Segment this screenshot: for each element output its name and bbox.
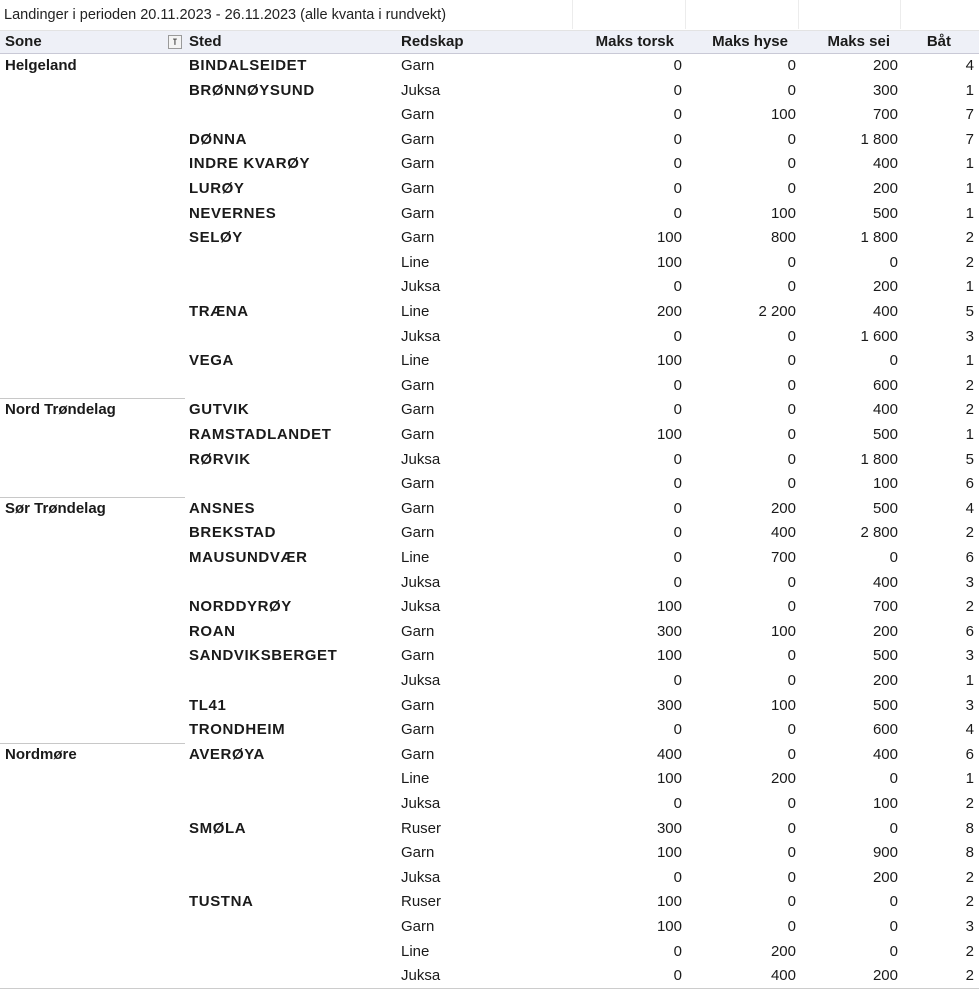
gear-label: Garn <box>401 696 435 714</box>
value-hyse: 100 <box>770 622 796 640</box>
zone-label: Sør Trøndelag <box>5 499 106 517</box>
value-hyse: 2 200 <box>758 303 796 320</box>
title-row <box>0 0 979 31</box>
place-label: SELØY <box>189 229 243 247</box>
value-sei: 600 <box>872 721 898 739</box>
value-bat: 2 <box>965 253 974 271</box>
value-sei: 500 <box>872 426 898 443</box>
value-bat: 1 <box>965 81 974 99</box>
gear-label: Garn <box>401 229 435 247</box>
gear-label: Garn <box>401 57 435 74</box>
value-bat: 3 <box>965 918 974 935</box>
place-label: TUSTNA <box>189 893 254 911</box>
value-hyse: 0 <box>787 721 796 739</box>
place-label: DØNNA <box>189 130 247 148</box>
place-label: GUTVIK <box>189 401 250 419</box>
value-hyse: 200 <box>770 499 796 517</box>
value-torsk: 0 <box>673 672 682 689</box>
table-row[interactable] <box>0 743 979 768</box>
place-label: BREKSTAD <box>189 524 277 542</box>
gear-label: Garn <box>401 647 435 665</box>
table-row[interactable] <box>0 694 979 719</box>
value-bat: 2 <box>965 893 974 911</box>
place-label: NORDDYRØY <box>189 598 292 616</box>
value-hyse: 0 <box>787 868 796 886</box>
value-hyse: 0 <box>787 401 796 419</box>
value-bat: 8 <box>965 844 974 862</box>
table-row[interactable] <box>0 177 979 202</box>
value-torsk: 300 <box>656 622 682 640</box>
value-bat: 1 <box>965 352 974 370</box>
report-title: Landinger i perioden 20.11.2023 - 26.11.2023 (alle kvanta i rundvekt) <box>4 7 447 23</box>
value-bat: 2 <box>965 942 974 960</box>
gear-label: Garn <box>401 426 435 443</box>
gear-label: Garn <box>401 376 435 394</box>
value-hyse: 0 <box>787 598 796 616</box>
table-row[interactable] <box>0 915 979 940</box>
value-hyse: 0 <box>787 647 796 665</box>
value-sei: 500 <box>872 499 898 517</box>
cell-separator <box>685 0 686 29</box>
place-label: NEVERNES <box>189 204 277 222</box>
value-hyse: 100 <box>770 696 796 714</box>
value-torsk: 0 <box>673 376 682 394</box>
value-sei: 300 <box>872 81 898 99</box>
gear-label: Juksa <box>401 573 441 591</box>
table-row[interactable] <box>0 866 979 891</box>
value-hyse: 0 <box>787 918 796 935</box>
value-bat: 3 <box>965 327 974 345</box>
value-sei: 0 <box>889 770 898 788</box>
value-sei: 0 <box>889 549 898 566</box>
table-row[interactable] <box>0 890 979 915</box>
value-hyse: 400 <box>770 967 796 985</box>
gear-label: Garn <box>401 499 435 517</box>
header-sone[interactable]: Sone <box>5 33 42 50</box>
value-torsk: 0 <box>673 401 682 419</box>
gear-label: Line <box>401 352 430 370</box>
gear-label: Garn <box>401 401 435 419</box>
table-row[interactable] <box>0 54 979 79</box>
value-hyse: 0 <box>787 352 796 370</box>
value-sei: 1 800 <box>860 229 898 247</box>
header-row <box>0 31 979 54</box>
place-label: VEGA <box>189 352 234 370</box>
value-bat: 3 <box>965 647 974 665</box>
value-bat: 2 <box>965 795 974 812</box>
value-sei: 200 <box>872 672 898 689</box>
place-label: RAMSTADLANDET <box>189 426 332 443</box>
table-row[interactable] <box>0 767 979 792</box>
value-torsk: 0 <box>673 721 682 739</box>
zone-label: Nordmøre <box>5 745 77 763</box>
value-bat: 4 <box>965 499 974 517</box>
gear-label: Ruser <box>401 819 442 837</box>
gear-label: Juksa <box>401 81 441 99</box>
value-torsk: 0 <box>673 106 682 124</box>
value-sei: 200 <box>872 967 898 985</box>
value-bat: 6 <box>965 549 974 566</box>
value-hyse: 0 <box>787 475 796 493</box>
value-bat: 6 <box>965 475 974 493</box>
value-torsk: 0 <box>673 795 682 812</box>
value-sei: 400 <box>872 573 898 591</box>
value-sei: 100 <box>872 475 898 493</box>
value-bat: 4 <box>965 57 974 74</box>
value-sei: 200 <box>872 278 898 296</box>
gear-label: Garn <box>401 622 435 640</box>
value-torsk: 0 <box>673 180 682 197</box>
gear-label: Line <box>401 770 430 788</box>
gear-label: Juksa <box>401 278 441 296</box>
value-sei: 200 <box>872 868 898 886</box>
place-label: RØRVIK <box>189 450 251 468</box>
gear-label: Garn <box>401 844 435 862</box>
value-bat: 2 <box>965 524 974 542</box>
place-label: BINDALSEIDET <box>189 57 308 74</box>
table-row[interactable] <box>0 300 979 325</box>
value-sei: 400 <box>872 401 898 419</box>
value-bat: 5 <box>965 303 974 320</box>
value-hyse: 200 <box>770 770 796 788</box>
value-sei: 600 <box>872 376 898 394</box>
table-row[interactable] <box>0 521 979 546</box>
gear-label: Line <box>401 253 430 271</box>
value-hyse: 0 <box>787 672 796 689</box>
value-torsk: 100 <box>656 229 682 247</box>
value-torsk: 100 <box>656 426 682 443</box>
table-row[interactable] <box>0 398 979 423</box>
gear-label: Garn <box>401 204 435 222</box>
value-torsk: 100 <box>656 647 682 665</box>
gear-label: Ruser <box>401 893 442 911</box>
value-hyse: 0 <box>787 844 796 862</box>
gear-label: Garn <box>401 524 435 542</box>
value-hyse: 0 <box>787 130 796 148</box>
table-row[interactable] <box>0 940 979 965</box>
value-torsk: 100 <box>656 844 682 862</box>
value-sei: 700 <box>872 106 898 124</box>
table-row[interactable] <box>0 251 979 276</box>
value-hyse: 0 <box>787 253 796 271</box>
value-torsk: 0 <box>673 475 682 493</box>
zone-divider <box>0 497 185 498</box>
place-label: SMØLA <box>189 819 247 837</box>
gear-label: Garn <box>401 155 435 173</box>
value-torsk: 0 <box>673 524 682 542</box>
value-torsk: 0 <box>673 573 682 591</box>
value-sei: 500 <box>872 647 898 665</box>
gear-label: Juksa <box>401 598 441 616</box>
place-label: BRØNNØYSUND <box>189 81 315 99</box>
place-label: TRONDHEIM <box>189 721 286 739</box>
table-row[interactable] <box>0 620 979 645</box>
value-bat: 7 <box>965 130 974 148</box>
value-bat: 2 <box>965 376 974 394</box>
header-bat[interactable]: Båt <box>926 33 951 50</box>
value-torsk: 0 <box>673 155 682 173</box>
value-sei: 1 800 <box>860 450 898 468</box>
value-sei: 200 <box>872 622 898 640</box>
value-bat: 2 <box>965 229 974 247</box>
table-row[interactable] <box>0 152 979 177</box>
value-bat: 3 <box>965 573 974 591</box>
value-torsk: 0 <box>673 450 682 468</box>
table-row[interactable] <box>0 202 979 227</box>
value-hyse: 700 <box>770 549 796 566</box>
value-bat: 1 <box>965 278 974 296</box>
value-sei: 500 <box>872 696 898 714</box>
value-sei: 0 <box>889 942 898 960</box>
gear-label: Garn <box>401 475 435 493</box>
place-label: SANDVIKSBERGET <box>189 647 338 665</box>
place-label: AVERØYA <box>189 745 265 763</box>
value-torsk: 100 <box>656 770 682 788</box>
value-sei: 100 <box>872 795 898 812</box>
value-sei: 0 <box>889 918 898 935</box>
value-bat: 3 <box>965 696 974 714</box>
value-sei: 0 <box>889 253 898 271</box>
value-hyse: 0 <box>787 795 796 812</box>
gear-label: Garn <box>401 130 435 148</box>
gear-label: Line <box>401 942 430 960</box>
value-hyse: 0 <box>787 327 796 345</box>
place-label: TRÆNA <box>189 303 249 320</box>
table-row[interactable] <box>0 669 979 694</box>
gear-label: Juksa <box>401 967 441 985</box>
value-hyse: 100 <box>770 106 796 124</box>
value-sei: 0 <box>889 893 898 911</box>
header-maks-hyse[interactable]: Maks hyse <box>712 33 788 50</box>
value-torsk: 0 <box>673 868 682 886</box>
gear-label: Garn <box>401 745 435 763</box>
value-torsk: 200 <box>656 303 682 320</box>
gear-label: Garn <box>401 106 435 124</box>
table-row[interactable] <box>0 595 979 620</box>
value-torsk: 0 <box>673 204 682 222</box>
value-torsk: 100 <box>656 598 682 616</box>
gear-label: Juksa <box>401 327 441 345</box>
header-maks-sei[interactable]: Maks sei <box>827 33 890 50</box>
place-label: ANSNES <box>189 499 256 517</box>
value-torsk: 100 <box>656 253 682 271</box>
place-label: TL41 <box>189 696 227 714</box>
table-row[interactable] <box>0 497 979 522</box>
table-row[interactable] <box>0 448 979 473</box>
value-bat: 7 <box>965 106 974 124</box>
filter-icon[interactable]: ⊺ <box>168 35 182 49</box>
value-torsk: 300 <box>656 696 682 714</box>
table-row[interactable] <box>0 423 979 448</box>
value-torsk: 0 <box>673 549 682 566</box>
gear-label: Juksa <box>401 672 441 689</box>
value-sei: 1 800 <box>860 130 898 148</box>
value-torsk: 0 <box>673 942 682 960</box>
value-torsk: 0 <box>673 57 682 74</box>
value-sei: 700 <box>872 598 898 616</box>
gear-label: Juksa <box>401 795 441 812</box>
value-bat: 2 <box>965 868 974 886</box>
table-row[interactable] <box>0 841 979 866</box>
value-bat: 6 <box>965 745 974 763</box>
value-hyse: 0 <box>787 376 796 394</box>
value-torsk: 100 <box>656 352 682 370</box>
zone-divider <box>0 398 185 399</box>
gear-label: Garn <box>401 180 435 197</box>
header-redskap[interactable]: Redskap <box>401 33 464 50</box>
value-bat: 1 <box>965 426 974 443</box>
table-row[interactable] <box>0 226 979 251</box>
value-sei: 400 <box>872 303 898 320</box>
zone-label: Helgeland <box>5 57 77 74</box>
value-sei: 200 <box>872 180 898 197</box>
value-torsk: 0 <box>673 967 682 985</box>
table-row[interactable] <box>0 644 979 669</box>
table-row[interactable] <box>0 325 979 350</box>
value-sei: 1 600 <box>860 327 898 345</box>
table-row[interactable] <box>0 792 979 817</box>
cell-separator <box>900 0 901 29</box>
table-row[interactable] <box>0 718 979 743</box>
table-row[interactable] <box>0 79 979 104</box>
value-hyse: 200 <box>770 942 796 960</box>
zone-label: Nord Trøndelag <box>5 401 116 419</box>
value-sei: 400 <box>872 155 898 173</box>
table-row[interactable] <box>0 374 979 399</box>
cell-separator <box>798 0 799 29</box>
table-row[interactable] <box>0 546 979 571</box>
value-torsk: 0 <box>673 499 682 517</box>
value-hyse: 400 <box>770 524 796 542</box>
value-torsk: 100 <box>656 893 682 911</box>
table-row[interactable] <box>0 472 979 497</box>
value-hyse: 0 <box>787 893 796 911</box>
table-row[interactable] <box>0 571 979 596</box>
value-bat: 5 <box>965 450 974 468</box>
value-hyse: 0 <box>787 180 796 197</box>
value-bat: 4 <box>965 721 974 739</box>
value-torsk: 0 <box>673 327 682 345</box>
value-hyse: 0 <box>787 745 796 763</box>
value-bat: 1 <box>965 672 974 689</box>
gear-label: Garn <box>401 721 435 739</box>
place-label: MAUSUNDVÆR <box>189 549 308 566</box>
header-maks-torsk[interactable]: Maks torsk <box>595 33 674 50</box>
value-hyse: 0 <box>787 426 796 443</box>
gear-label: Garn <box>401 918 435 935</box>
place-label: INDRE KVARØY <box>189 155 311 173</box>
value-bat: 1 <box>965 770 974 788</box>
value-bat: 1 <box>965 155 974 173</box>
value-torsk: 400 <box>656 745 682 763</box>
gear-label: Line <box>401 549 430 566</box>
value-bat: 1 <box>965 180 974 197</box>
table-row[interactable] <box>0 817 979 842</box>
table-row[interactable] <box>0 275 979 300</box>
place-label: ROAN <box>189 622 236 640</box>
value-hyse: 0 <box>787 81 796 99</box>
value-bat: 2 <box>965 401 974 419</box>
value-hyse: 0 <box>787 278 796 296</box>
value-hyse: 0 <box>787 450 796 468</box>
place-label: LURØY <box>189 180 245 197</box>
gear-label: Line <box>401 303 430 320</box>
value-hyse: 800 <box>770 229 796 247</box>
table-row[interactable] <box>0 964 979 989</box>
table-row[interactable] <box>0 103 979 128</box>
value-hyse: 0 <box>787 573 796 591</box>
value-bat: 1 <box>965 204 974 222</box>
value-torsk: 0 <box>673 81 682 99</box>
value-hyse: 0 <box>787 819 796 837</box>
cell-separator <box>572 0 573 29</box>
table-row[interactable] <box>0 128 979 153</box>
value-sei: 200 <box>872 57 898 74</box>
value-torsk: 0 <box>673 130 682 148</box>
value-hyse: 0 <box>787 155 796 173</box>
zone-divider <box>0 743 185 744</box>
value-bat: 6 <box>965 622 974 640</box>
value-hyse: 100 <box>770 204 796 222</box>
value-sei: 0 <box>889 352 898 370</box>
value-sei: 900 <box>872 844 898 862</box>
value-bat: 8 <box>965 819 974 837</box>
value-torsk: 0 <box>673 278 682 296</box>
value-bat: 2 <box>965 967 974 985</box>
value-sei: 500 <box>872 204 898 222</box>
value-hyse: 0 <box>787 57 796 74</box>
header-sted[interactable]: Sted <box>189 33 222 50</box>
value-sei: 2 800 <box>860 524 898 542</box>
table-row[interactable] <box>0 349 979 374</box>
value-bat: 2 <box>965 598 974 616</box>
value-sei: 0 <box>889 819 898 837</box>
value-torsk: 100 <box>656 918 682 935</box>
value-torsk: 300 <box>656 819 682 837</box>
gear-label: Juksa <box>401 868 441 886</box>
value-sei: 400 <box>872 745 898 763</box>
gear-label: Juksa <box>401 450 441 468</box>
